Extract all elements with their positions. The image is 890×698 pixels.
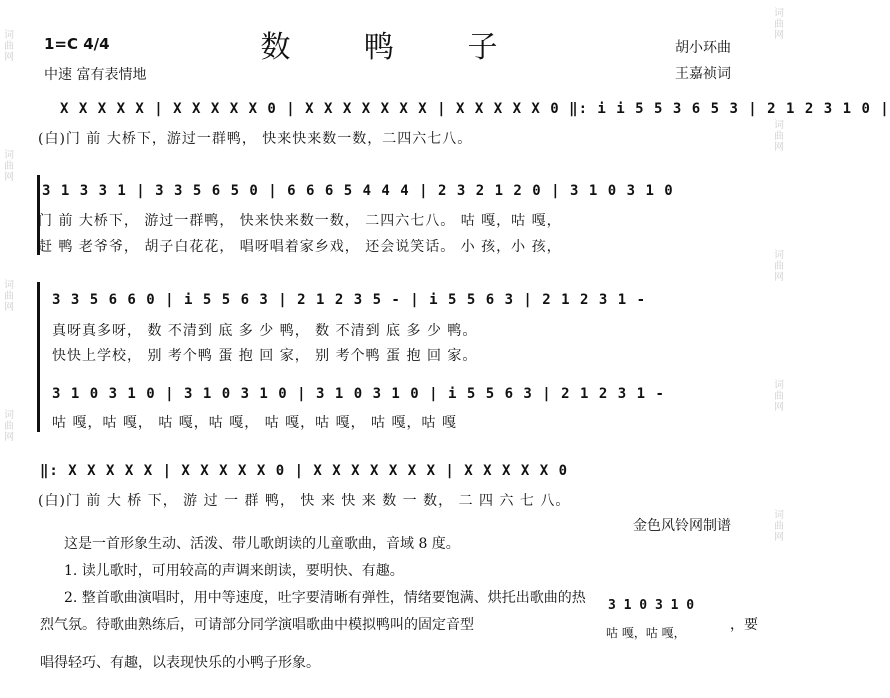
composer-credit: 胡小环曲 — [675, 40, 731, 56]
note-paragraph-1: 1. 读儿歌时，可用较高的声调来朗读，要明快、有趣。 — [64, 563, 404, 579]
system-1-notes: X X X X X | X X X X X 0 | X X X X X X X | X X X X X 0 ‖: i i 5 5 3 6 5 3 | 2 1 2 3 1 0 | — [60, 101, 890, 117]
system-2-lyrics-verse-1: 门 前 大桥下， 游过一群鸭， 快来快来数一数， 二四六七八。 咕 嘎，咕 嘎， — [38, 213, 562, 229]
page-title: 数 鸭 子 — [260, 30, 530, 65]
watermark-left-1: 词 曲 网 — [4, 30, 14, 63]
system-4-lyrics: 咕 嘎，咕 嘎， 咕 嘎，咕 嘎， 咕 嘎，咕 嘎， 咕 嘎，咕 嘎 — [52, 415, 457, 431]
note-paragraph-intro: 这是一首形象生动、活泼、带儿歌朗读的儿童歌曲，音域 8 度。 — [64, 536, 460, 552]
system-5-notes: ‖: X X X X X | X X X X X 0 | X X X X X X X | X X X X X 0 — [40, 463, 569, 479]
system-3-left-bar — [37, 282, 40, 432]
watermark-left-4: 词 曲 网 — [4, 410, 14, 443]
system-5-lyrics: (白)门 前 大 桥 下， 游 过 一 群 鸭， 快 来 快 来 数 一 数， 二 四 六 七 八。 — [38, 493, 571, 509]
watermark-right-3: 词 曲 网 — [774, 250, 784, 283]
inline-notation-lyrics: 咕 嘎，咕 嘎， — [606, 626, 686, 640]
system-2-notes: 3 1 3 3 1 | 3 3 5 6 5 0 | 6 6 6 5 4 4 4 | 2 3 2 1 2 0 | 3 1 0 3 1 0 — [42, 183, 674, 199]
system-4-notes: 3 1 0 3 1 0 | 3 1 0 3 1 0 | 3 1 0 3 1 0 | i 5 5 6 3 | 2 1 2 3 1 - — [52, 386, 665, 402]
system-3-lyrics-verse-1: 真呀真多呀， 数 不清到 底 多 少 鸭， 数 不清到 底 多 少 鸭。 — [52, 323, 478, 339]
system-1-lyrics: (白)门 前 大桥下，游过一群鸭， 快来快来数一数，二四六七八。 — [38, 131, 473, 147]
note-paragraph-2-line-2-end: ，要 — [730, 617, 758, 633]
watermark-right-5: 词 曲 网 — [774, 510, 784, 543]
system-3-lyrics-verse-2: 快快上学校， 别 考个鸭 蛋 抱 回 家， 别 考个鸭 蛋 抱 回 家。 — [52, 348, 478, 364]
engraver-credit: 金色风铃网制谱 — [633, 518, 731, 534]
tempo-marking: 中速 富有表情地 — [44, 67, 147, 83]
watermark-left-3: 词 曲 网 — [4, 280, 14, 313]
watermark-right-4: 词 曲 网 — [774, 380, 784, 413]
system-2-lyrics-verse-2: 赶 鸭 老爷爷， 胡子白花花， 唱呀唱着家乡戏， 还会说笑话。 小 孩，小 孩， — [38, 239, 562, 255]
note-paragraph-2-line-2: 烈气氛。待歌曲熟练后，可请部分同学演唱歌曲中模拟鸭叫的固定音型 — [40, 617, 474, 633]
watermark-right-1: 词 曲 网 — [774, 8, 784, 41]
watermark-right-2: 词 曲 网 — [774, 120, 784, 153]
watermark-left-2: 词 曲 网 — [4, 150, 14, 183]
key-signature: 1=C 4/4 — [44, 35, 110, 53]
system-3-notes: 3 3 5 6 6 0 | i 5 5 6 3 | 2 1 2 3 5 - | i 5 5 6 3 | 2 1 2 3 1 - — [52, 292, 647, 308]
inline-notation-pattern: 3 1 0 3 1 0 — [608, 598, 695, 613]
lyricist-credit: 王嘉祯词 — [675, 66, 731, 82]
note-paragraph-2-line-1: 2. 整首歌曲演唱时，用中等速度，吐字要清晰有弹性，情绪要饱满、烘托出歌曲的热 — [64, 590, 586, 606]
note-paragraph-2-line-3: 唱得轻巧、有趣，以表现快乐的小鸭子形象。 — [40, 655, 320, 671]
